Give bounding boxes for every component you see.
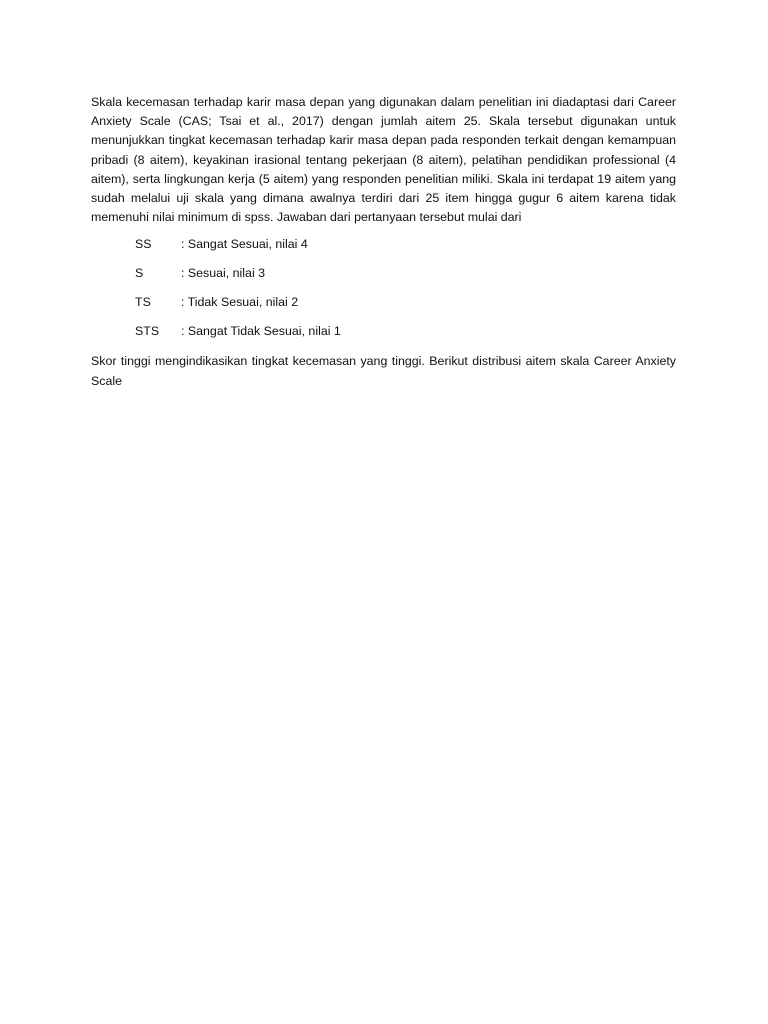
scale-option-code: S [135,266,144,281]
scale-option-description: : Sangat Sesuai, nilai 4 [181,237,308,252]
scale-option-description: : Sangat Tidak Sesuai, nilai 1 [181,324,341,339]
scale-option-description: : Sesuai, nilai 3 [181,266,266,281]
scale-option-code: SS [135,237,152,252]
scale-option-sts [91,322,676,351]
paragraph-intro: Skala kecemasan terhadap karir masa depan yang digunakan dalam penelitian ini diadaptasi dari Career Anxiety Scale (CAS; Tsai et al., 2017) dengan jumlah aitem 25. Skala tersebut digunakan untuk menunjukkan tingkat kecemasan terhadap karir masa depan pada responden terkait dengan kemampuan pribadi (8 aitem), keyakinan irasional tentang pekerjaan (8 aitem), pelatihan pendidikan professional (4 aitem), serta lingkungan kerja (5 aitem) yang responden penelitian miliki. Skala ini terdapat 19 aitem yang sudah melalui uji skala yang dimana awalnya terdiri dari 25 item hingga gugur 6 aitem karena tidak memenuhi nilai minimum di spss. Jawaban dari pertanyaan tersebut mulai dari [91,95,676,225]
scale-options-list [91,235,676,351]
document-content [91,93,676,391]
scale-option-code: TS [135,295,151,310]
scale-option-s [91,264,676,293]
scale-option-ts [91,293,676,322]
scale-option-code: STS [135,324,160,339]
scale-option-description: : Tidak Sesuai, nilai 2 [181,295,299,310]
scale-option-ss [91,235,676,264]
paragraph-score-note: Skor tinggi mengindikasikan tingkat kecemasan yang tinggi. Berikut distribusi aitem skala Career Anxiety Scale [91,354,676,388]
